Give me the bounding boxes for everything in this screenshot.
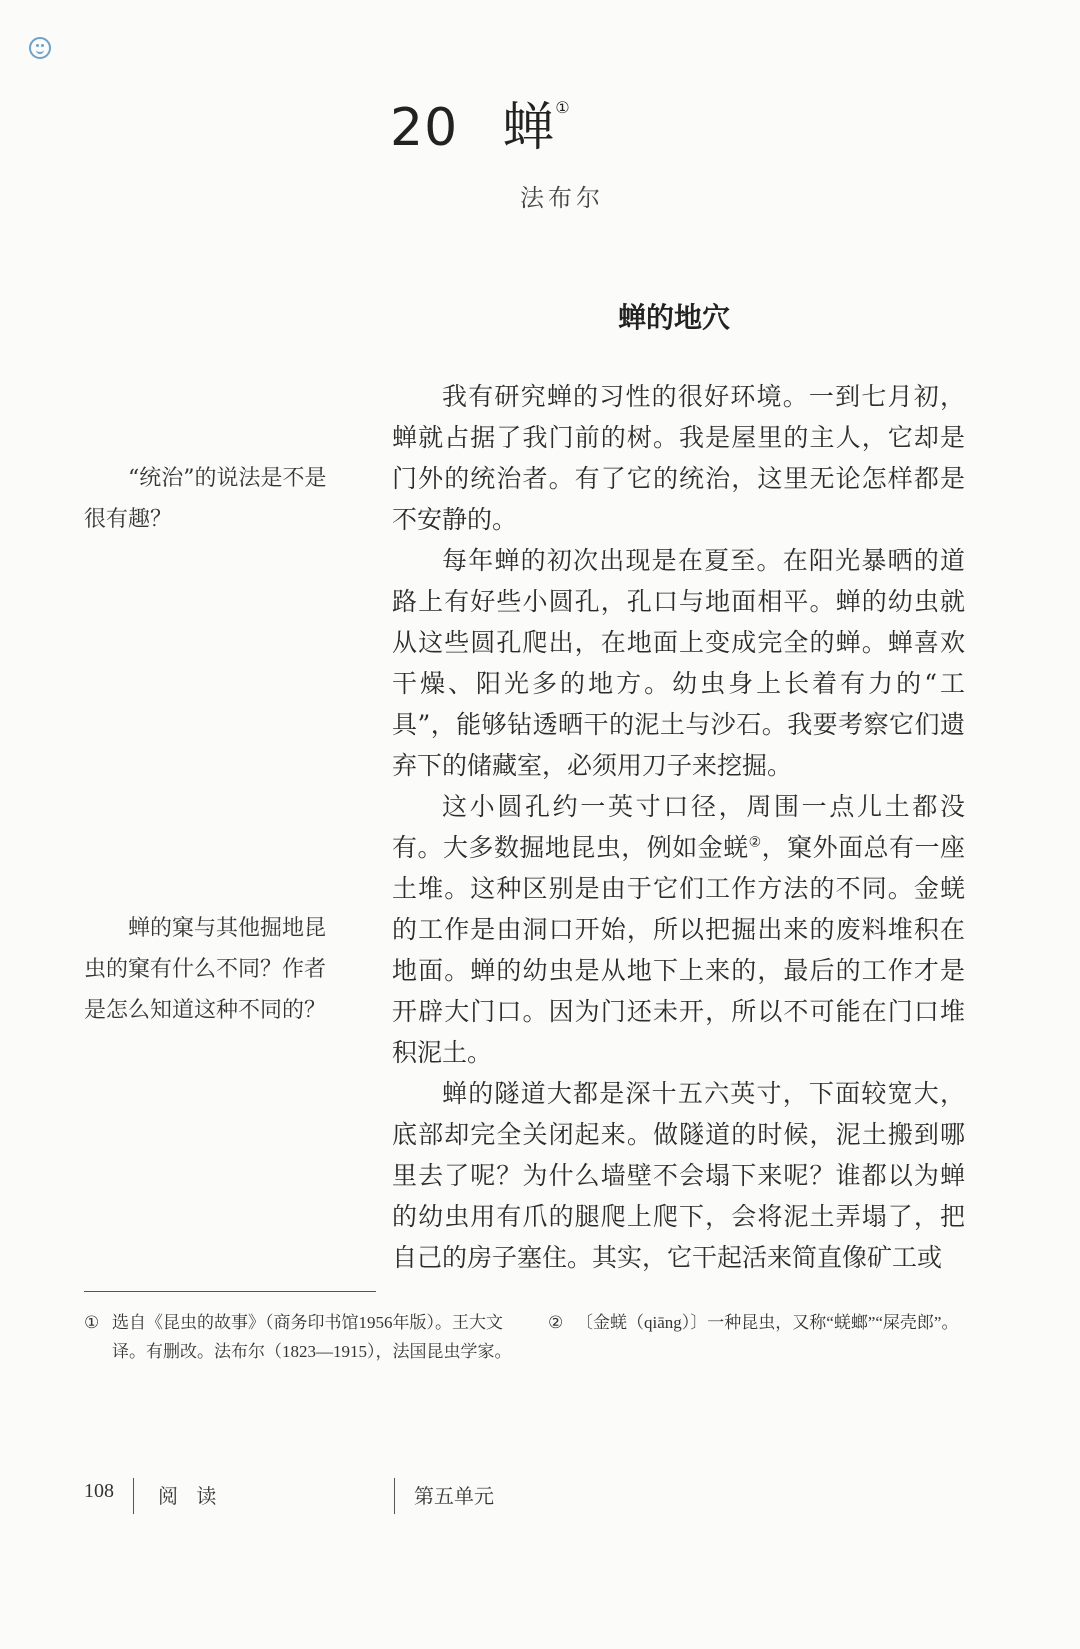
lesson-title-text: 蝉 [502, 98, 556, 158]
footnote-ref-2: ② [748, 834, 762, 851]
footnote-1 [84, 1308, 514, 1366]
footnote-mark: ② [548, 1313, 564, 1332]
paragraph-3: 这小圆孔约一英寸口径，周围一点儿土都没有。大多数掘地昆虫，例如金蜣②，窠外面总有一座土堆。这种区别是由于它们工作方法的不同。金蜣的工作是由洞口开始，所以把掘出来的废料堆积在地面。蝉的幼虫是从地下上来的，最后的工作才是开辟大门口。因为门还未开，所以不可能在门口堆积泥土。 [392, 792, 965, 1067]
page-number: 108 [84, 1480, 114, 1502]
footnote-divider [84, 1291, 376, 1292]
lesson-title [390, 85, 571, 160]
footnote-text: 〔金蜣（qiāng）〕一种昆虫，又称“蜣螂”“屎壳郎”。 [576, 1313, 959, 1332]
author: 法布尔 [520, 184, 604, 212]
unit-label: 第五单元 [414, 1484, 494, 1508]
title-footnote-mark: ① [555, 97, 571, 117]
paragraph-2: 每年蝉的初次出现是在夏至。在阳光暴晒的道路上有好些小圆孔，孔口与地面相平。蝉的幼虫就从这些圆孔爬出，在地面上变成完全的蝉。蝉喜欢干燥、阳光多的地方。幼虫身上长着有力的“工具”，能够钻透晒干的泥土与沙石。我要考察它们遗弃下的储藏室，必须用刀子来挖掘。 [392, 546, 965, 780]
footnote-2 [548, 1308, 968, 1337]
article-body [392, 376, 965, 1278]
lesson-number: 20 [390, 98, 459, 158]
footnote-mark: ① [84, 1313, 100, 1332]
footer-divider [394, 1478, 395, 1514]
footnote-text: 选自《昆虫的故事》（商务印书馆1956年版）。王大文译。有删改。法布尔（1823—1915），法国昆虫学家。 [112, 1313, 512, 1361]
side-note-2: 蝉的窠与其他掘地昆虫的窠有什么不同？作者是怎么知道这种不同的？ [84, 916, 327, 1023]
section-heading: 蝉的地穴 [618, 301, 731, 334]
paragraph-4: 蝉的隧道大都是深十五六英寸，下面较宽大，底部却完全关闭起来。做隧道的时候，泥土搬到哪里去了呢？为什么墙壁不会塌下来呢？谁都以为蝉的幼虫用有爪的腿爬上爬下，会将泥土弄塌了，把自己的房子塞住。其实，它干起活来简直像矿工或 [392, 1079, 965, 1272]
paragraph-1: 我有研究蝉的习性的很好环境。一到七月初，蝉就占据了我门前的树。我是屋里的主人，它却是门外的统治者。有了它的统治，这里无论怎样都是不安静的。 [392, 382, 965, 534]
footer-divider [133, 1478, 134, 1514]
smiley-face-icon[interactable] [29, 37, 51, 59]
side-note-1: “统治”的说法是不是很有趣？ [84, 466, 327, 532]
section-label: 阅 读 [158, 1484, 223, 1508]
